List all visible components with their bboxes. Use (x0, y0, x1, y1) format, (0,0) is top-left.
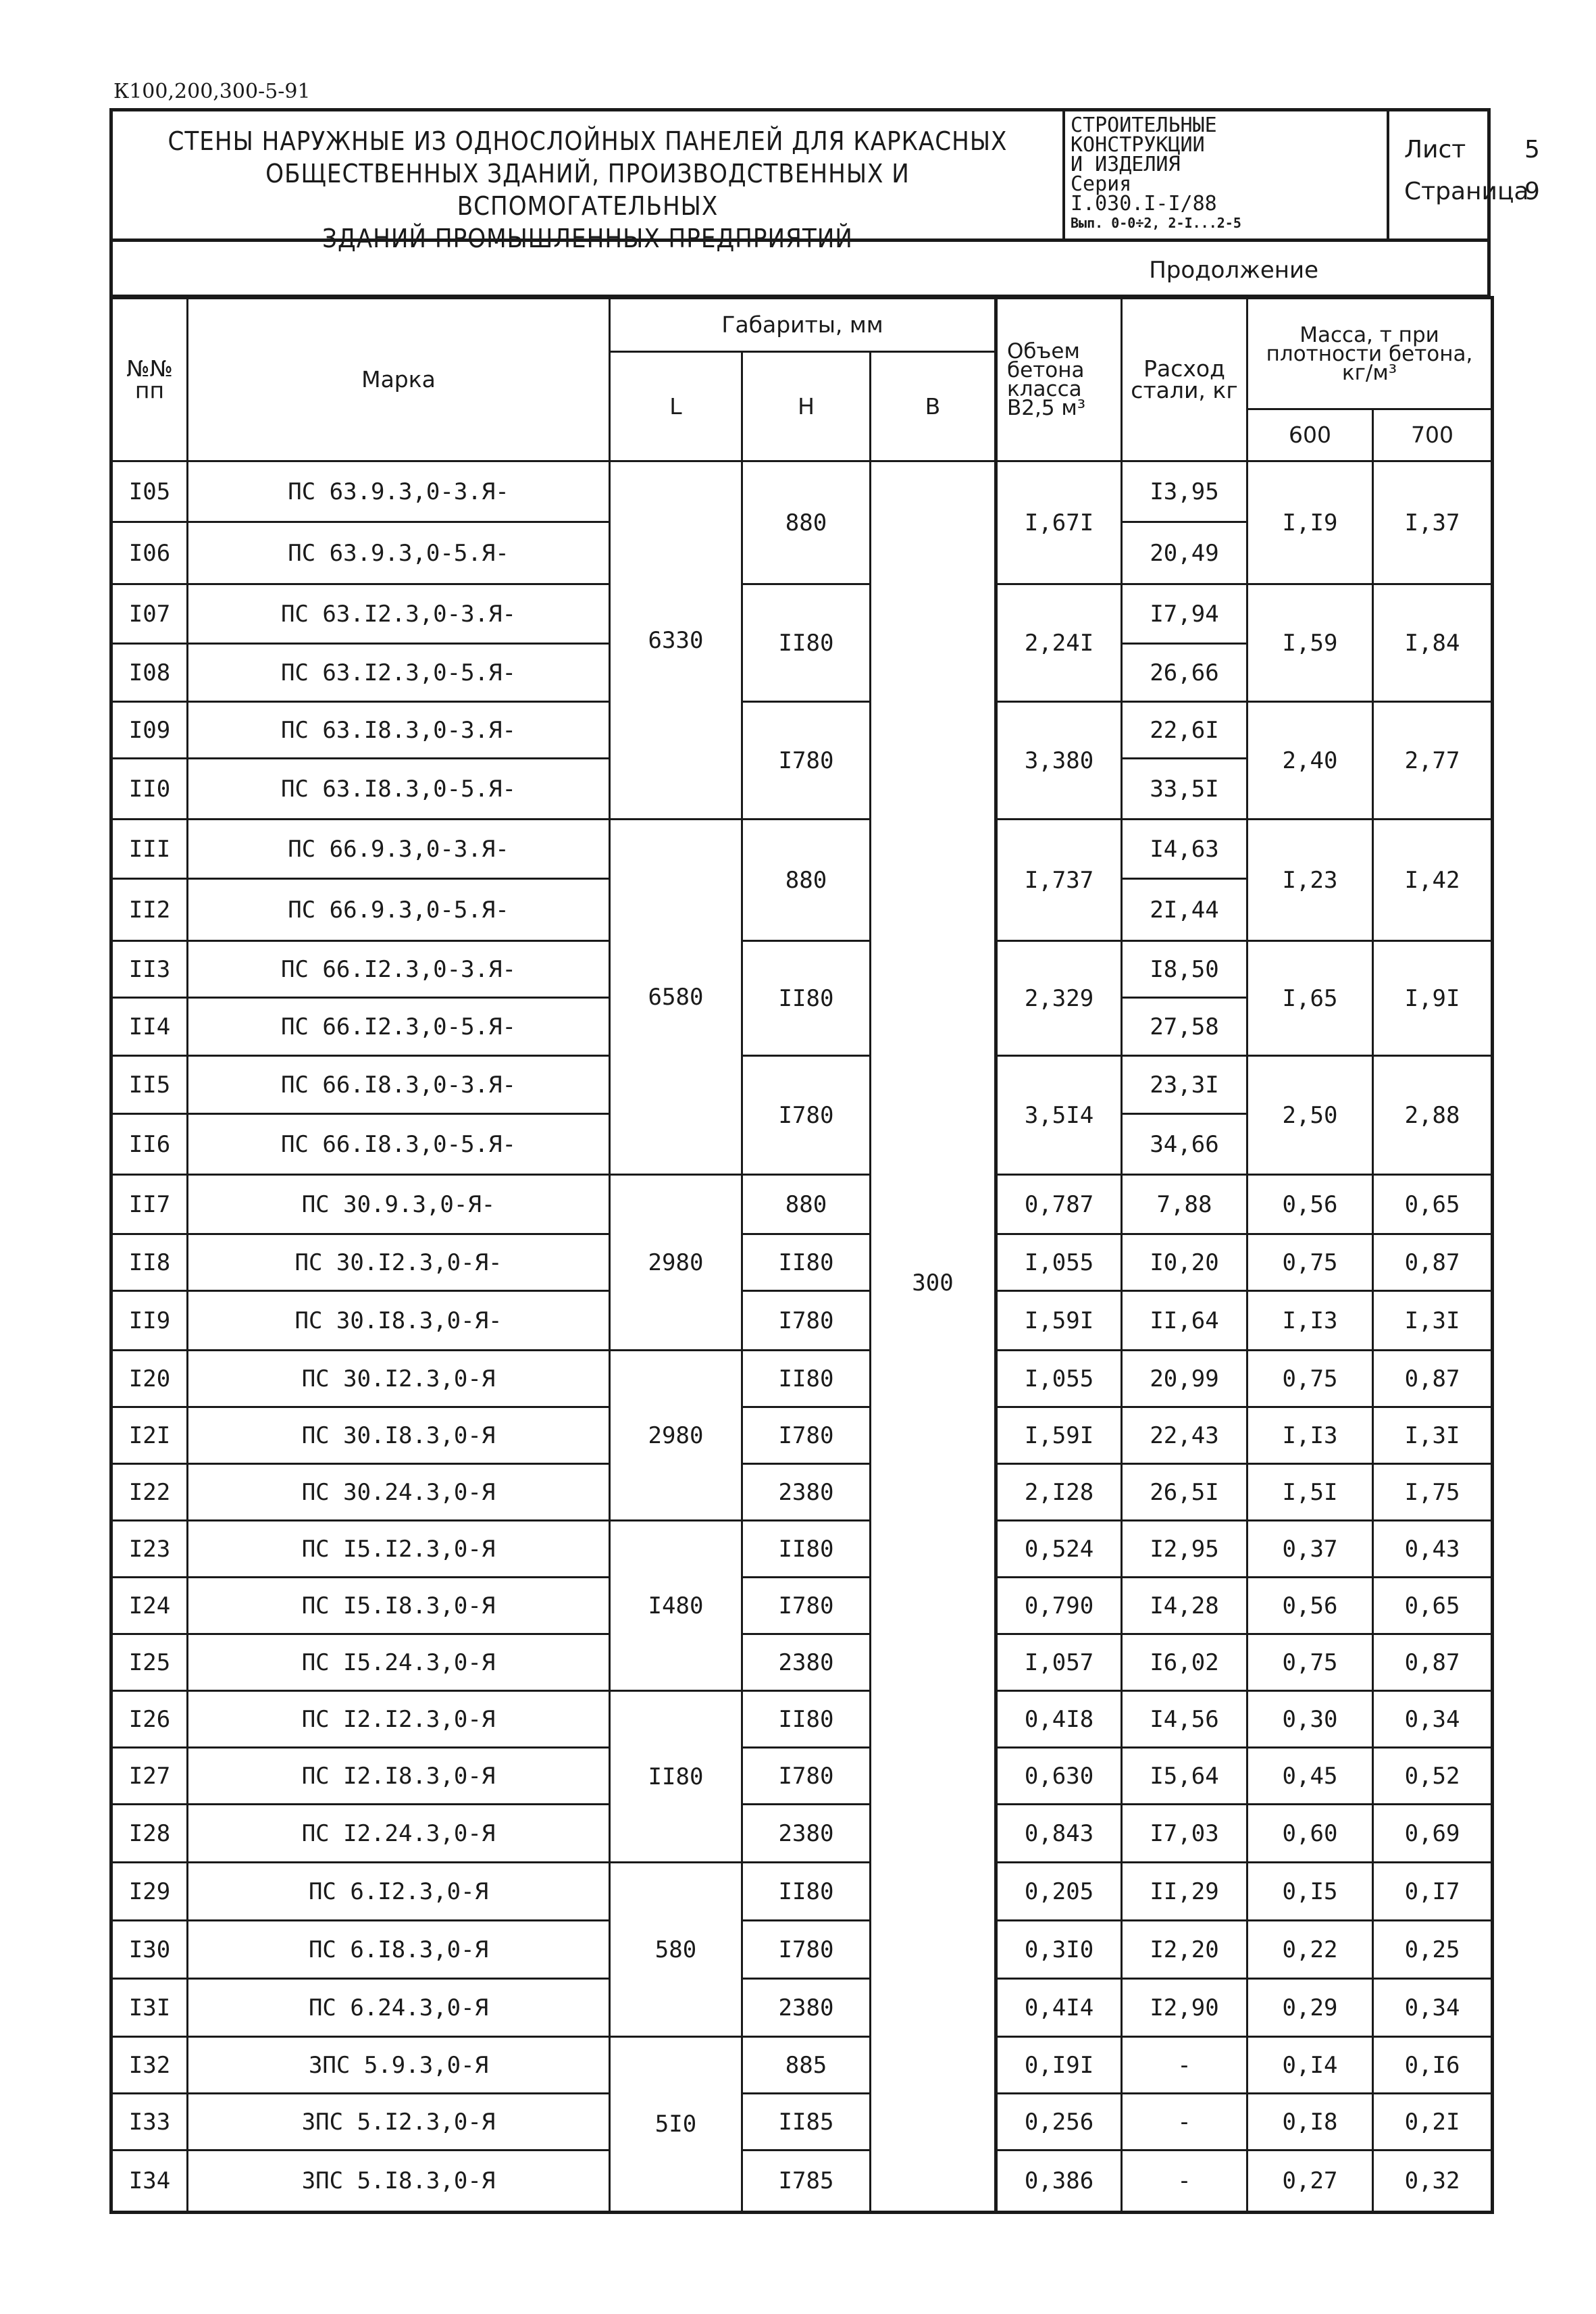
table-row (111, 2094, 1493, 2150)
series-line: КОНСТРУКЦИИ (1071, 133, 1205, 157)
panel-mark: ПС 30.I2.3,0-Я- (188, 1234, 610, 1291)
panel-mark: ПС I2.I8.3,0-Я (188, 1748, 610, 1805)
table-row (111, 941, 1493, 998)
mass-700: I,3I (1373, 1407, 1493, 1464)
header-L: L (610, 352, 742, 461)
concrete-volume: 0,790 (996, 1578, 1122, 1634)
length-L: II80 (610, 1691, 742, 1863)
table-row (111, 1691, 1493, 1748)
panel-mark: ЗПС 5.9.3,0-Я (188, 2037, 610, 2094)
panel-mark: ПС 63.I8.3,0-5.Я- (188, 759, 610, 820)
row-number: I06 (111, 522, 188, 584)
panel-mark: ПС 63.I2.3,0-3.Я- (188, 584, 610, 644)
steel-consumption: - (1122, 2037, 1247, 2094)
mass-600: 0,27 (1247, 2150, 1373, 2213)
mass-700: 0,69 (1373, 1805, 1493, 1863)
row-number: II7 (111, 1175, 188, 1234)
row-number: I34 (111, 2150, 188, 2213)
steel-consumption: I0,20 (1122, 1234, 1247, 1291)
height-H: 885 (742, 2037, 871, 2094)
length-L: 6580 (610, 820, 742, 1175)
concrete-volume: 0,I9I (996, 2037, 1122, 2094)
mass-600: 0,60 (1247, 1805, 1373, 1863)
steel-consumption: I3,95 (1122, 461, 1247, 522)
panel-mark: ПС 30.I8.3,0-Я (188, 1407, 610, 1464)
row-number: I08 (111, 644, 188, 702)
row-number: I32 (111, 2037, 188, 2094)
header-density-600: 600 (1247, 409, 1373, 461)
height-H: 2380 (742, 1634, 871, 1691)
steel-consumption: II,64 (1122, 1291, 1247, 1351)
length-L: 2980 (610, 1351, 742, 1521)
row-number: I24 (111, 1578, 188, 1634)
panel-mark: ПС 66.I2.3,0-3.Я- (188, 941, 610, 998)
mass-600: I,I3 (1247, 1291, 1373, 1351)
continuation-label: Продолжение (1149, 257, 1318, 284)
panel-mark: ПС 63.9.3,0-5.Я- (188, 522, 610, 584)
page-label: Страница (1404, 178, 1529, 205)
row-number: I23 (111, 1521, 188, 1578)
steel-consumption: I2,90 (1122, 1979, 1247, 2037)
panel-mark: ПС I5.I2.3,0-Я (188, 1521, 610, 1578)
length-L: I480 (610, 1521, 742, 1691)
height-H: 880 (742, 1175, 871, 1234)
table-row (111, 461, 1493, 522)
title-line: ОБЩЕСТВЕННЫХ ЗДАНИЙ, ПРОИЗВОДСТВЕННЫХ И ВСПОМОГАТЕЛЬНЫХ (265, 159, 910, 221)
table-row (111, 820, 1493, 879)
height-H: II80 (742, 1863, 871, 1921)
table-row (111, 1748, 1493, 1805)
title-line: СТЕНЫ НАРУЖНЫЕ ИЗ ОДНОСЛОЙНЫХ ПАНЕЛЕЙ ДЛЯ КАРКАСНЫХ (168, 126, 1008, 156)
mass-700: 0,87 (1373, 1634, 1493, 1691)
mass-700: 0,I7 (1373, 1863, 1493, 1921)
mass-700: 0,65 (1373, 1578, 1493, 1634)
mass-700: I,42 (1373, 820, 1493, 941)
mass-700: I,84 (1373, 584, 1493, 702)
row-number: I29 (111, 1863, 188, 1921)
table-row (111, 1521, 1493, 1578)
panel-mark: ПС 30.24.3,0-Я (188, 1464, 610, 1521)
table-row (111, 1407, 1493, 1464)
panel-mark: ПС I2.24.3,0-Я (188, 1805, 610, 1863)
row-number: I33 (111, 2094, 188, 2150)
mass-700: I,9I (1373, 941, 1493, 1056)
header-steel: Расход стали, кг (1122, 298, 1247, 461)
panel-mark: ПС 63.I2.3,0-5.Я- (188, 644, 610, 702)
mass-700: I,3I (1373, 1291, 1493, 1351)
width-B-value: 300 (912, 1269, 954, 1297)
mass-700: 0,32 (1373, 2150, 1493, 2213)
mass-600: I,5I (1247, 1464, 1373, 1521)
row-number: I27 (111, 1748, 188, 1805)
row-number: I30 (111, 1921, 188, 1979)
height-H: 880 (742, 820, 871, 941)
height-H: II80 (742, 584, 871, 702)
header-volume: Объем бетона класса В2,5 м³ (996, 298, 1122, 461)
mass-700: 0,52 (1373, 1748, 1493, 1805)
panel-mark: ЗПС 5.I8.3,0-Я (188, 2150, 610, 2213)
row-number: II8 (111, 1234, 188, 1291)
steel-consumption: I4,28 (1122, 1578, 1247, 1634)
mass-600: 0,22 (1247, 1921, 1373, 1979)
sheet-number: 5 (1524, 136, 1540, 164)
steel-consumption: 22,6I (1122, 702, 1247, 759)
header-num: №№ пп (111, 298, 188, 461)
height-H: 2380 (742, 1979, 871, 2037)
length-L: 580 (610, 1863, 742, 2037)
mass-700: 0,87 (1373, 1234, 1493, 1291)
height-H: II80 (742, 1691, 871, 1748)
mass-700: 0,43 (1373, 1521, 1493, 1578)
row-number: II5 (111, 1056, 188, 1114)
mass-600: 0,45 (1247, 1748, 1373, 1805)
row-number: I22 (111, 1464, 188, 1521)
length-L: 5I0 (610, 2037, 742, 2213)
continuation-row (109, 241, 1491, 298)
concrete-volume: I,055 (996, 1234, 1122, 1291)
mass-600: I,I9 (1247, 461, 1373, 584)
mass-700: I,75 (1373, 1464, 1493, 1521)
steel-consumption: II,29 (1122, 1863, 1247, 1921)
table-row (111, 1863, 1493, 1921)
row-number: II2 (111, 879, 188, 941)
mass-700: 0,34 (1373, 1691, 1493, 1748)
concrete-volume: I,59I (996, 1291, 1122, 1351)
steel-consumption: I5,64 (1122, 1748, 1247, 1805)
height-H: 2380 (742, 1464, 871, 1521)
row-number: II0 (111, 759, 188, 820)
row-number: I2I (111, 1407, 188, 1464)
height-H: II85 (742, 2094, 871, 2150)
header-density-700: 700 (1373, 409, 1493, 461)
concrete-volume: 2,I28 (996, 1464, 1122, 1521)
panel-mark: ПС I5.24.3,0-Я (188, 1634, 610, 1691)
concrete-volume: 0,630 (996, 1748, 1122, 1805)
header-mark: Марка (188, 298, 610, 461)
row-number: I05 (111, 461, 188, 522)
mass-600: 0,75 (1247, 1234, 1373, 1291)
steel-consumption: I4,56 (1122, 1691, 1247, 1748)
row-number: II9 (111, 1291, 188, 1351)
mass-600: 0,37 (1247, 1521, 1373, 1578)
table-row (111, 1175, 1493, 1234)
row-number: I07 (111, 584, 188, 644)
series-line: И ИЗДЕЛИЯ (1071, 153, 1181, 176)
steel-consumption: 26,66 (1122, 644, 1247, 702)
panel-mark: ПС I2.I2.3,0-Я (188, 1691, 610, 1748)
row-number: I25 (111, 1634, 188, 1691)
document-title (113, 111, 1065, 253)
panel-mark: ПС 6.I8.3,0-Я (188, 1921, 610, 1979)
mass-600: I,I3 (1247, 1407, 1373, 1464)
table-row (111, 2037, 1493, 2094)
steel-consumption: 20,49 (1122, 522, 1247, 584)
panel-mark: ПС 6.24.3,0-Я (188, 1979, 610, 2037)
height-H: 2380 (742, 1805, 871, 1863)
mass-700: 0,87 (1373, 1351, 1493, 1407)
concrete-volume: 0,386 (996, 2150, 1122, 2213)
mass-600: 0,I5 (1247, 1863, 1373, 1921)
steel-consumption: 20,99 (1122, 1351, 1247, 1407)
panels-table (109, 296, 1494, 2214)
row-number: I3I (111, 1979, 188, 2037)
row-number: II4 (111, 998, 188, 1056)
panel-mark: ПС 6.I2.3,0-Я (188, 1863, 610, 1921)
height-H: I780 (742, 1748, 871, 1805)
series-line: I.030.I-I/88 (1071, 192, 1217, 216)
panel-mark: ПС 30.9.3,0-Я- (188, 1175, 610, 1234)
sheet-block (1389, 111, 1540, 238)
concrete-volume: 3,5I4 (996, 1056, 1122, 1175)
mass-600: 0,I4 (1247, 2037, 1373, 2094)
mass-700: 0,65 (1373, 1175, 1493, 1234)
steel-consumption: I6,02 (1122, 1634, 1247, 1691)
header-H: H (742, 352, 871, 461)
row-number: I09 (111, 702, 188, 759)
table-row (111, 1805, 1493, 1863)
page-number: 9 (1524, 178, 1540, 205)
mass-600: 2,50 (1247, 1056, 1373, 1175)
concrete-volume: 0,205 (996, 1863, 1122, 1921)
steel-consumption: 7,88 (1122, 1175, 1247, 1234)
steel-consumption: - (1122, 2150, 1247, 2213)
panel-mark: ЗПС 5.I2.3,0-Я (188, 2094, 610, 2150)
table-row (111, 1351, 1493, 1407)
mass-700: 2,88 (1373, 1056, 1493, 1175)
mass-700: 2,77 (1373, 702, 1493, 820)
row-number: I26 (111, 1691, 188, 1748)
height-H: II80 (742, 941, 871, 1056)
steel-consumption: 34,66 (1122, 1114, 1247, 1175)
steel-consumption: I2,20 (1122, 1921, 1247, 1979)
panel-mark: ПС I5.I8.3,0-Я (188, 1578, 610, 1634)
steel-consumption: I2,95 (1122, 1521, 1247, 1578)
mass-600: 0,56 (1247, 1578, 1373, 1634)
table-row (111, 1464, 1493, 1521)
concrete-volume: 0,256 (996, 2094, 1122, 2150)
title-block (109, 108, 1540, 253)
height-H: I780 (742, 702, 871, 820)
panel-mark: ПС 66.I8.3,0-3.Я- (188, 1056, 610, 1114)
height-H: I785 (742, 2150, 871, 2213)
steel-consumption: I7,03 (1122, 1805, 1247, 1863)
steel-consumption: 2I,44 (1122, 879, 1247, 941)
concrete-volume: I,67I (996, 461, 1122, 584)
series-issue: Вып. 0-0÷2, 2-I...2-5 (1071, 215, 1241, 231)
header-B: B (871, 352, 996, 461)
concrete-volume: 0,524 (996, 1521, 1122, 1578)
mass-600: 2,40 (1247, 702, 1373, 820)
concrete-volume: 2,24I (996, 584, 1122, 702)
panel-mark: ПС 66.9.3,0-5.Я- (188, 879, 610, 941)
height-H: I780 (742, 1291, 871, 1351)
concrete-volume: 3,380 (996, 702, 1122, 820)
height-H: II80 (742, 1521, 871, 1578)
height-H: I780 (742, 1056, 871, 1175)
mass-600: 0,75 (1247, 1634, 1373, 1691)
panel-mark: ПС 63.I8.3,0-3.Я- (188, 702, 610, 759)
mass-600: 0,30 (1247, 1691, 1373, 1748)
mass-700: I,37 (1373, 461, 1493, 584)
length-L: 2980 (610, 1175, 742, 1351)
header-mass: Масса, т при плотности бетона, кг/м³ (1247, 298, 1493, 409)
steel-consumption: I8,50 (1122, 941, 1247, 998)
concrete-volume: I,59I (996, 1407, 1122, 1464)
height-H: 880 (742, 461, 871, 584)
height-H: II80 (742, 1234, 871, 1291)
mass-600: 0,I8 (1247, 2094, 1373, 2150)
row-number: I20 (111, 1351, 188, 1407)
mass-600: 0,29 (1247, 1979, 1373, 2037)
table-row (111, 702, 1493, 759)
table-row (111, 1979, 1493, 2037)
mass-600: I,23 (1247, 820, 1373, 941)
panel-mark: ПС 30.I8.3,0-Я- (188, 1291, 610, 1351)
series-line: Серия (1071, 172, 1132, 196)
table-row (111, 584, 1493, 644)
mass-700: 0,I6 (1373, 2037, 1493, 2094)
row-number: III (111, 820, 188, 879)
steel-consumption: - (1122, 2094, 1247, 2150)
series-line: СТРОИТЕЛЬНЫЕ (1071, 114, 1217, 137)
concrete-volume: 0,3I0 (996, 1921, 1122, 1979)
table-row (111, 1634, 1493, 1691)
row-number: I28 (111, 1805, 188, 1863)
length-L: 6330 (610, 461, 742, 820)
series-block (1065, 111, 1389, 238)
concrete-volume: 0,4I8 (996, 1691, 1122, 1748)
sheet-label: Лист (1404, 136, 1466, 164)
concrete-volume: 0,787 (996, 1175, 1122, 1234)
concrete-volume: 0,4I4 (996, 1979, 1122, 2037)
table-row (111, 1234, 1493, 1291)
panel-mark: ПС 30.I2.3,0-Я (188, 1351, 610, 1407)
steel-consumption: I4,63 (1122, 820, 1247, 879)
concrete-volume: I,737 (996, 820, 1122, 941)
steel-consumption: 27,58 (1122, 998, 1247, 1056)
title-line: ЗДАНИЙ ПРОМЫШЛЕННЫХ ПРЕДПРИЯТИЙ (322, 224, 853, 253)
height-H: I780 (742, 1921, 871, 1979)
mass-600: 0,75 (1247, 1351, 1373, 1407)
mass-600: 0,56 (1247, 1175, 1373, 1234)
mass-700: 0,34 (1373, 1979, 1493, 2037)
table-row (111, 1578, 1493, 1634)
steel-consumption: 22,43 (1122, 1407, 1247, 1464)
row-number: II3 (111, 941, 188, 998)
panel-mark: ПС 66.9.3,0-3.Я- (188, 820, 610, 879)
table-row (111, 1921, 1493, 1979)
row-number: II6 (111, 1114, 188, 1175)
mass-700: 0,2I (1373, 2094, 1493, 2150)
document-code: К100,200,300-5-91 (113, 80, 311, 103)
concrete-volume: 2,329 (996, 941, 1122, 1056)
steel-consumption: 23,3I (1122, 1056, 1247, 1114)
mass-700: 0,25 (1373, 1921, 1493, 1979)
panel-mark: ПС 66.I2.3,0-5.Я- (188, 998, 610, 1056)
concrete-volume: I,055 (996, 1351, 1122, 1407)
height-H: I780 (742, 1578, 871, 1634)
height-H: I780 (742, 1407, 871, 1464)
steel-consumption: 33,5I (1122, 759, 1247, 820)
concrete-volume: I,057 (996, 1634, 1122, 1691)
mass-600: I,59 (1247, 584, 1373, 702)
table-row (111, 2150, 1493, 2213)
panel-mark: ПС 63.9.3,0-3.Я- (188, 461, 610, 522)
steel-consumption: I7,94 (1122, 584, 1247, 644)
mass-600: I,65 (1247, 941, 1373, 1056)
concrete-volume: 0,843 (996, 1805, 1122, 1863)
width-B (871, 461, 996, 2213)
header-dims: Габариты, мм (610, 298, 996, 352)
steel-consumption: 26,5I (1122, 1464, 1247, 1521)
table-row (111, 1291, 1493, 1351)
table-row (111, 1056, 1493, 1114)
height-H: II80 (742, 1351, 871, 1407)
panel-mark: ПС 66.I8.3,0-5.Я- (188, 1114, 610, 1175)
